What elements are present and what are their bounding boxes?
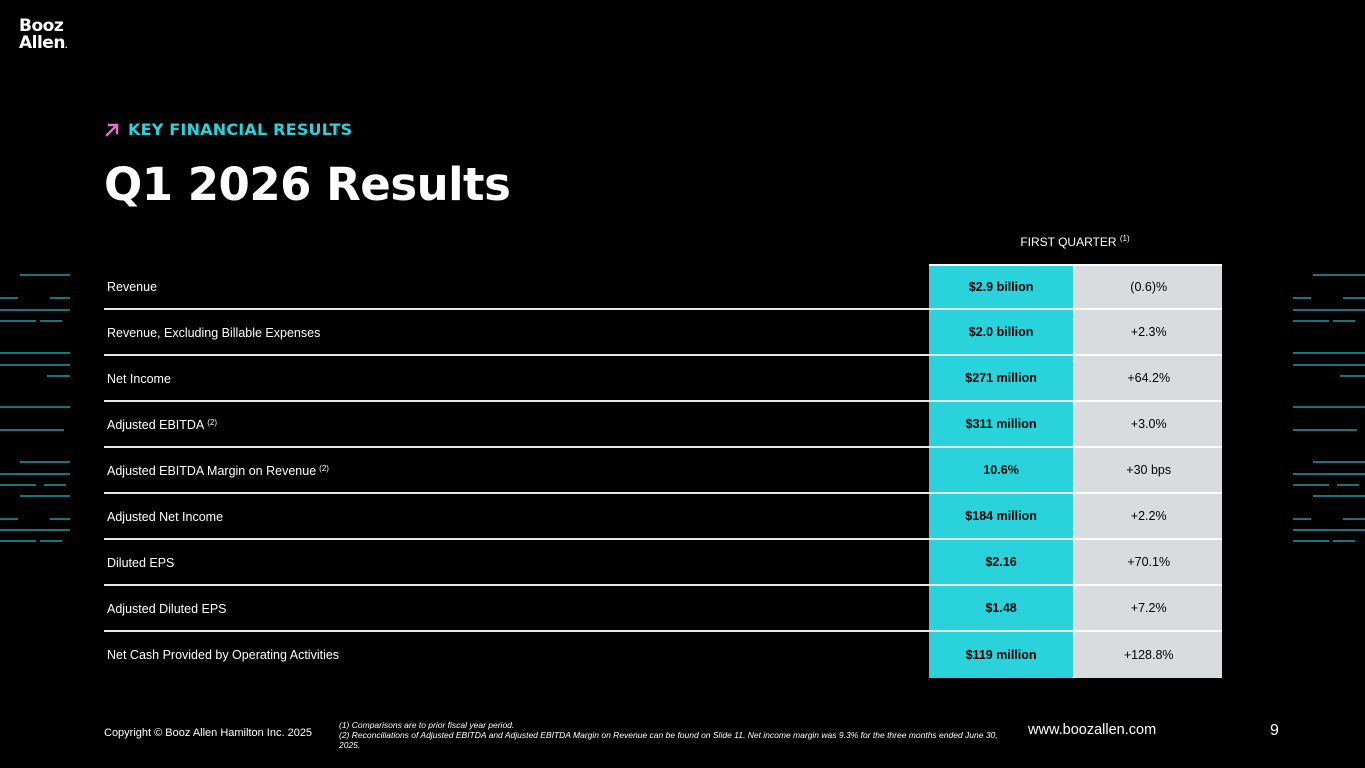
table-row xyxy=(104,540,1222,586)
row-value: $1.48 xyxy=(929,586,1074,632)
table-row xyxy=(104,448,1222,494)
table-row xyxy=(104,264,1222,310)
row-value: $271 million xyxy=(929,356,1074,402)
decorative-lines-right xyxy=(1293,270,1365,550)
metric-text: Revenue xyxy=(107,280,158,294)
page-title: Q1 2026 Results xyxy=(104,158,511,211)
column-header-label: FIRST QUARTER xyxy=(1020,235,1117,249)
footnote-2: (2) Reconciliations of Adjusted EBITDA and Adjusted EBITDA Margin on Revenue can be found on Slide 11. Net income margin was 9.3% for the three months ended June 30, 2025. xyxy=(339,730,998,750)
metric-text: Revenue, Excluding Billable Expenses xyxy=(107,326,321,340)
table-row xyxy=(104,310,1222,356)
section-label: KEY FINANCIAL RESULTS xyxy=(128,120,353,139)
row-metric-label xyxy=(104,632,929,678)
table-row xyxy=(104,586,1222,632)
metric-text: Net Income xyxy=(107,372,171,386)
logo-line-2: Allen. xyxy=(19,33,68,53)
row-metric-label xyxy=(104,310,929,356)
row-value: $2.0 billion xyxy=(929,310,1074,356)
copyright: Copyright © Booz Allen Hamilton Inc. 2025 xyxy=(104,727,313,739)
row-metric-label xyxy=(104,540,929,586)
column-header-note: (1) xyxy=(1119,234,1130,243)
row-change: +3.0% xyxy=(1073,402,1222,448)
table-row xyxy=(104,402,1222,448)
results-table xyxy=(104,264,1222,678)
row-value: $119 million xyxy=(929,632,1074,678)
metric-note: (2) xyxy=(207,417,218,427)
table-row xyxy=(104,632,1222,678)
metric-text: Adjusted EBITDA Margin on Revenue xyxy=(107,464,317,478)
row-value: 10.6% xyxy=(929,448,1074,494)
row-change: +7.2% xyxy=(1073,586,1222,632)
metric-text: Adjusted Diluted EPS xyxy=(107,602,227,616)
column-header-first-quarter xyxy=(960,234,1190,249)
page-number: 9 xyxy=(1270,722,1279,739)
metric-note: (2) xyxy=(319,463,329,473)
row-change: +64.2% xyxy=(1073,356,1222,402)
booz-allen-logo xyxy=(19,18,67,55)
section-eyebrow xyxy=(104,120,352,139)
table-row xyxy=(104,494,1222,540)
row-metric-label xyxy=(104,494,929,540)
metric-text: Adjusted Net Income xyxy=(107,510,224,524)
row-change: +70.1% xyxy=(1073,540,1222,586)
row-metric-label xyxy=(104,448,929,494)
row-change: +128.8% xyxy=(1073,632,1222,678)
footnote-1: (1) Comparisons are to prior fiscal year period. xyxy=(339,720,515,730)
row-metric-label xyxy=(104,264,929,310)
row-change: (0.6)% xyxy=(1073,264,1222,310)
metric-text: Adjusted EBITDA xyxy=(107,418,205,432)
logo-line-1: Booz xyxy=(19,16,64,36)
metric-text: Net Cash Provided by Operating Activities xyxy=(107,648,340,662)
row-value: $2.16 xyxy=(929,540,1074,586)
table-row xyxy=(104,356,1222,402)
footnotes xyxy=(339,720,1019,750)
row-metric-label xyxy=(104,586,929,632)
row-metric-label xyxy=(104,356,929,402)
row-value: $311 million xyxy=(929,402,1074,448)
row-change: +30 bps xyxy=(1073,448,1222,494)
row-value: $2.9 billion xyxy=(929,264,1074,310)
decorative-lines-left xyxy=(0,270,72,550)
row-value: $184 million xyxy=(929,494,1074,540)
row-change: +2.2% xyxy=(1073,494,1222,540)
arrow-up-right-icon xyxy=(104,122,120,138)
row-change: +2.3% xyxy=(1073,310,1222,356)
metric-text: Diluted EPS xyxy=(107,556,175,570)
row-metric-label xyxy=(104,402,929,448)
website-link[interactable]: www.boozallen.com xyxy=(1028,722,1157,738)
